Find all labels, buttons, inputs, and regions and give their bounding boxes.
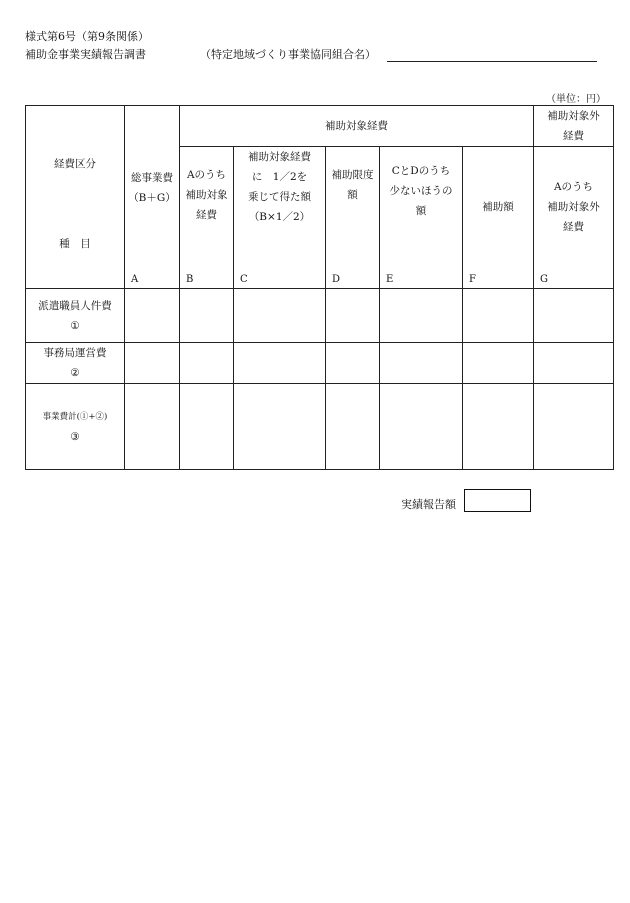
amount-cell[interactable] <box>234 289 326 343</box>
col-letter-g: G <box>540 274 549 285</box>
amount-cell[interactable] <box>380 384 463 470</box>
row-mark: ② <box>70 367 80 379</box>
col-e-line2: 少ないほうの <box>389 185 453 197</box>
col-letter-f: F <box>469 274 476 285</box>
amount-cell[interactable] <box>180 289 234 343</box>
amount-cell[interactable] <box>380 289 463 343</box>
row-mark: ① <box>70 319 80 332</box>
row-name-cell <box>26 343 125 384</box>
amount-cell[interactable] <box>125 384 180 470</box>
amount-cell[interactable] <box>534 289 614 343</box>
total-amount-box[interactable] <box>464 489 531 512</box>
col-d-line1: 補助限度 <box>331 169 374 181</box>
col-g-header <box>534 147 614 289</box>
amount-cell[interactable] <box>534 343 614 384</box>
col-total-line2: （B＋G） <box>128 192 176 204</box>
row-mark: ③ <box>70 430 80 443</box>
row-name-cell <box>26 289 125 343</box>
col-c-header <box>234 147 326 289</box>
col-f-line1: 補助額 <box>482 201 514 213</box>
col-e-header <box>380 147 463 289</box>
row-header-cell <box>26 106 125 289</box>
row-header-category: 経費区分 <box>54 158 96 170</box>
amount-cell[interactable] <box>463 384 534 470</box>
report-table <box>25 105 614 470</box>
row-header-item: 種 目 <box>59 238 91 250</box>
col-b-line1: Aのうち <box>186 169 227 181</box>
col-e-line3: 額 <box>415 205 427 217</box>
amount-cell[interactable] <box>234 343 326 384</box>
col-c-line1: 補助対象経費 <box>248 151 311 163</box>
col-letter-d: D <box>332 274 341 285</box>
document-title: 補助金事業実績報告調書 <box>25 48 146 61</box>
row-name: 事業費計(①+②) <box>42 411 108 422</box>
col-g-line2: 補助対象外 <box>547 201 600 213</box>
col-g-line1: Aのうち <box>553 181 594 193</box>
col-d-header <box>326 147 380 289</box>
col-total-line1: 総事業費 <box>131 172 173 184</box>
total-label: 実績報告額 <box>401 498 456 511</box>
col-c-line3: 乗じて得た額 <box>248 191 311 203</box>
amount-cell[interactable] <box>125 343 180 384</box>
table-row <box>26 384 614 470</box>
row-name-cell <box>26 384 125 470</box>
form-number: 様式第6号（第9条関係） <box>25 30 149 43</box>
col-c-line4: （B×1／2） <box>248 211 311 223</box>
amount-cell[interactable] <box>463 289 534 343</box>
non-subsidy-line2: 経費 <box>563 130 585 142</box>
amount-cell[interactable] <box>380 343 463 384</box>
col-letter-c: C <box>240 274 248 285</box>
organization-label: （特定地域づくり事業協同組合名） <box>200 48 376 61</box>
amount-cell[interactable] <box>463 343 534 384</box>
amount-cell[interactable] <box>326 289 380 343</box>
amount-cell[interactable] <box>180 384 234 470</box>
col-f-header <box>463 147 534 289</box>
amount-cell[interactable] <box>125 289 180 343</box>
amount-cell[interactable] <box>180 343 234 384</box>
col-letter-e: E <box>386 274 394 285</box>
unit-label: （単位：円） <box>546 94 606 105</box>
col-g-line3: 経費 <box>563 221 585 233</box>
col-b-line2: 補助対象 <box>185 189 228 201</box>
row-name: 派遣職員人件費 <box>38 299 112 312</box>
table-row <box>26 343 614 384</box>
row-name: 事務局運営費 <box>43 347 107 359</box>
col-c-line2: に 1／2を <box>251 171 308 183</box>
col-d-line2: 額 <box>347 189 358 201</box>
amount-cell[interactable] <box>234 384 326 470</box>
col-letter-a: A <box>131 274 139 285</box>
col-letter-b: B <box>186 274 194 285</box>
amount-cell[interactable] <box>326 343 380 384</box>
non-subsidy-line1: 補助対象外 <box>547 110 600 122</box>
col-b-line3: 経費 <box>196 209 217 221</box>
col-e-line1: CとDのうち <box>391 165 451 177</box>
col-total-header <box>125 106 180 289</box>
amount-cell[interactable] <box>534 384 614 470</box>
table-row <box>26 289 614 343</box>
col-b-header <box>180 147 234 289</box>
amount-cell[interactable] <box>326 384 380 470</box>
non-subsidy-group-header <box>534 106 614 147</box>
organization-name-field[interactable] <box>387 61 597 62</box>
subsidy-group-header: 補助対象経費 <box>180 106 534 147</box>
